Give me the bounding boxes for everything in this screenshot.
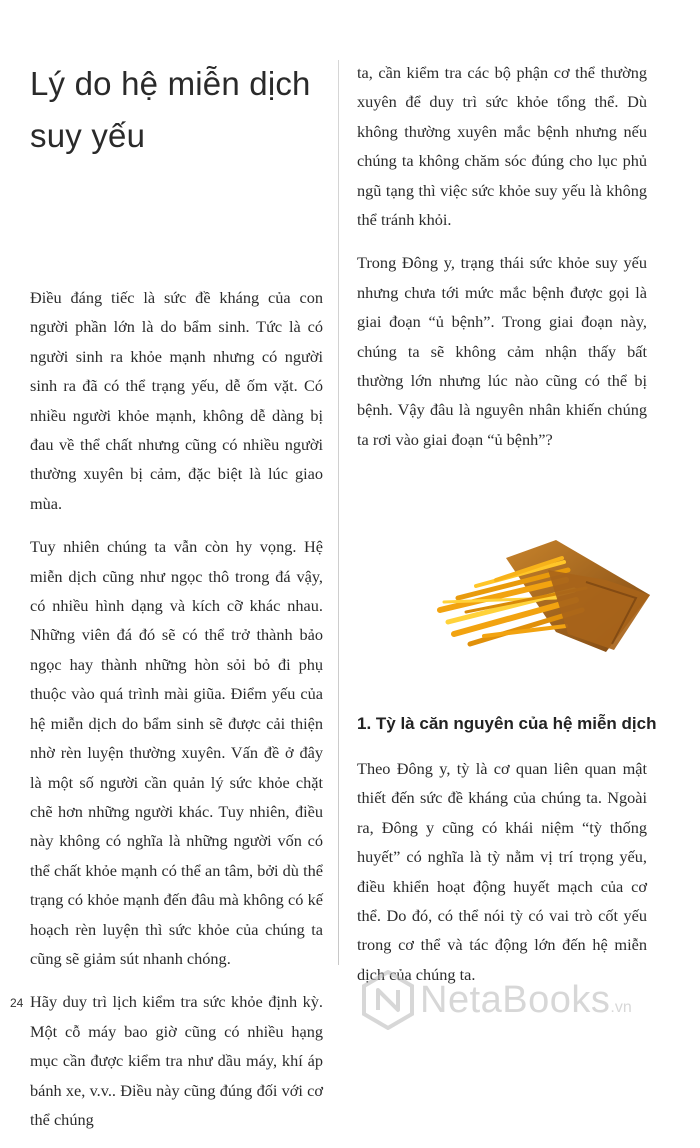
column-divider [338, 60, 339, 965]
watermark-suffix: .vn [610, 998, 632, 1016]
paragraph: Trong Đông y, trạng thái sức khỏe suy yếu nhưng chưa tới mức mắc bệnh được gọi là giai đoạn “ủ bệnh”. Trong giai đoạn này, chúng ta sẽ không cảm nhận thấy bất thường lớn nhưng lúc nào cũng có thể bị bệnh. Vậy đâu là nguyên nhân khiến chúng ta rơi vào giai đoạn “ủ bệnh”? [357, 253, 647, 449]
paragraph: ta, cần kiểm tra các bộ phận cơ thể thường xuyên để duy trì sức khỏe tổng thể. Dù không thường xuyên mắc bệnh nhưng nếu chúng ta không chăm sóc đúng cho lục phủ ngũ tạng thì việc sức khỏe suy yếu là không thể tránh khỏi. [357, 63, 647, 230]
watermark-text [420, 979, 632, 1022]
paragraph: Hãy duy trì lịch kiểm tra sức khỏe định kỳ. Một cỗ máy bao giờ cũng có nhiều hạng mục cần được kiểm tra như dầu máy, khí áp bánh xe, v.v.. Điều này cũng đúng đối với cơ thể chúng [30, 992, 323, 1129]
netabooks-logo-icon [362, 970, 414, 1030]
section-heading: 1. Tỳ là căn nguyên của hệ miễn dịch [357, 714, 657, 733]
watermark-brand: NetaBooks [420, 978, 611, 1021]
page-number: 24 [10, 996, 24, 1010]
paragraph: Tuy nhiên chúng ta vẫn còn hy vọng. Hệ miễn dịch cũng như ngọc thô trong đá vậy, có nhiều hình dạng và kích cỡ khác nhau. Những viên đá đó sẽ có thể trở thành bảo ngọc hay thành những hòn sỏi bỏ đi phụ thuộc vào quá trình mài giũa. Điểm yếu của hệ miễn dịch do bẩm sinh sẽ được cải thiện nhờ rèn luyện thường xuyên. Vấn đề ở đây là một số người cần quản lý sức khỏe chặt chẽ hơn những người khác. Tuy nhiên, điều này không có nghĩa là những người vốn có thể chất khỏe mạnh có thể an tâm, bởi dù thể trạng có khỏe mạnh đến đâu mà không có kế hoạch rèn luyện thì sức khỏe của chúng ta cũng sẽ giảm sút nhanh chóng. [30, 537, 323, 968]
paragraph: Điều đáng tiếc là sức đề kháng của con người phần lớn là do bẩm sinh. Tức là có người sinh ra khỏe mạnh nhưng có người sinh ra đã có thể trạng yếu, dễ ốm vặt. Có nhiều người khỏe mạnh, không dễ dàng bị đau về thể chất nhưng cũng có nhiều người thường xuyên bị cảm, đặc biệt là lúc giao mùa. [30, 288, 323, 513]
left-column [30, 283, 323, 1148]
herb-bundle-icon [436, 540, 650, 652]
right-column-top [357, 58, 647, 468]
watermark [362, 968, 692, 1032]
right-column-bottom [357, 754, 647, 1003]
paragraph: Theo Đông y, tỳ là cơ quan liên quan mật thiết đến sức đề kháng của chúng ta. Ngoài ra, Đông y cũng có khái niệm “tỳ thống huyết” có nghĩa là tỳ nằm vị trí trọng yếu, điều khiển hoạt động huyết mạch của cơ thể. Do đó, có thể nói tỳ có vai trò cốt yếu trong cơ thể và tác động lớn đến hệ miễn dịch của chúng ta. [357, 759, 647, 984]
page-title: Lý do hệ miễn dịch suy yếu [30, 65, 311, 154]
